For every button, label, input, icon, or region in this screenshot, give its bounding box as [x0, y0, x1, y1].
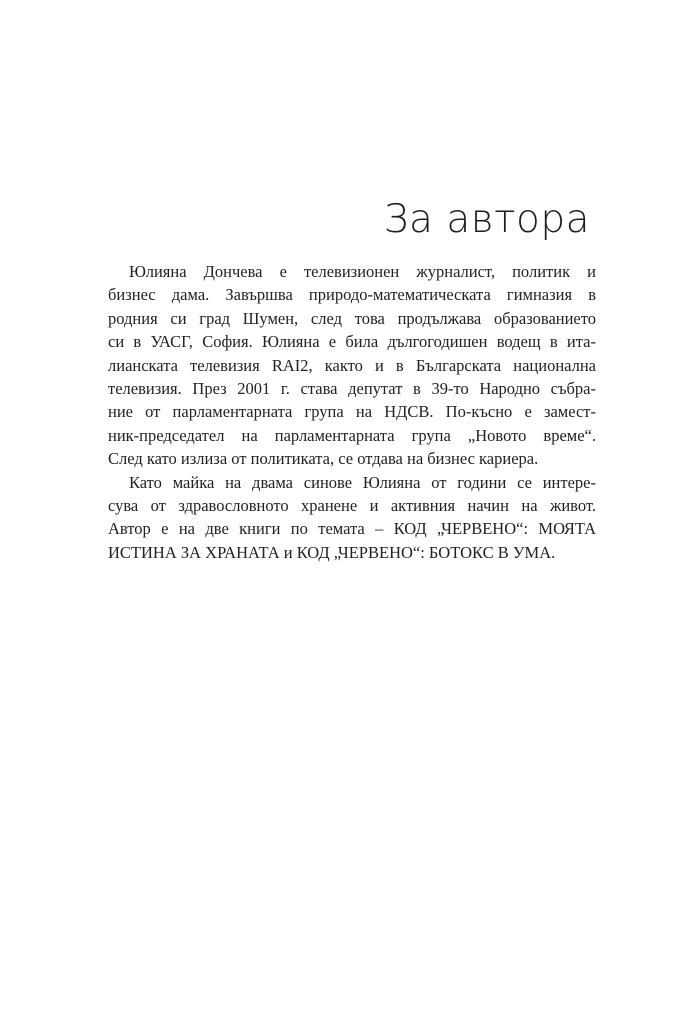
text-line: Автор е на две книги по темата – КОД „ЧЕРВЕНО“: МОЯТА — [108, 519, 596, 539]
author-bio — [108, 260, 596, 564]
text-line: Като майка на двама синове Юлияна от години се интере- — [129, 472, 596, 492]
text-line: ник-председател на парламентарната група „Новото време“. — [108, 425, 596, 445]
bio-paragraph-2 — [108, 471, 596, 565]
bio-paragraph-1 — [108, 260, 596, 471]
text-line: сува от здравословното хранене и активния начин на живот. — [108, 496, 596, 516]
text-line: След като излиза от политиката, се отдава на бизнес кариера. — [108, 449, 539, 469]
text-line: Юлияна Дончева е телевизионен журналист, политик и — [129, 262, 596, 281]
text-line: ИСТИНА ЗА ХРАНАТА и КОД „ЧЕРВЕНО“: БОТОКС В УМА. — [108, 542, 556, 562]
page-title: За автора — [383, 197, 590, 242]
text-line: родния си град Шумен, след това продължава образованието — [108, 308, 596, 328]
text-line: си в УАСГ, София. Юлияна е била дългогодишен водещ в ита- — [108, 332, 596, 352]
text-line: телевизия. През 2001 г. става депутат в 39-то Народно събра- — [108, 379, 596, 399]
text-line: лианската телевизия RAI2, както и в Българската национална — [108, 355, 596, 375]
text-line: бизнес дама. Завършва природо-математическата гимназия в — [108, 285, 596, 305]
text-line: ние от парламентарната група на НДСВ. По-късно е замест- — [108, 402, 596, 422]
